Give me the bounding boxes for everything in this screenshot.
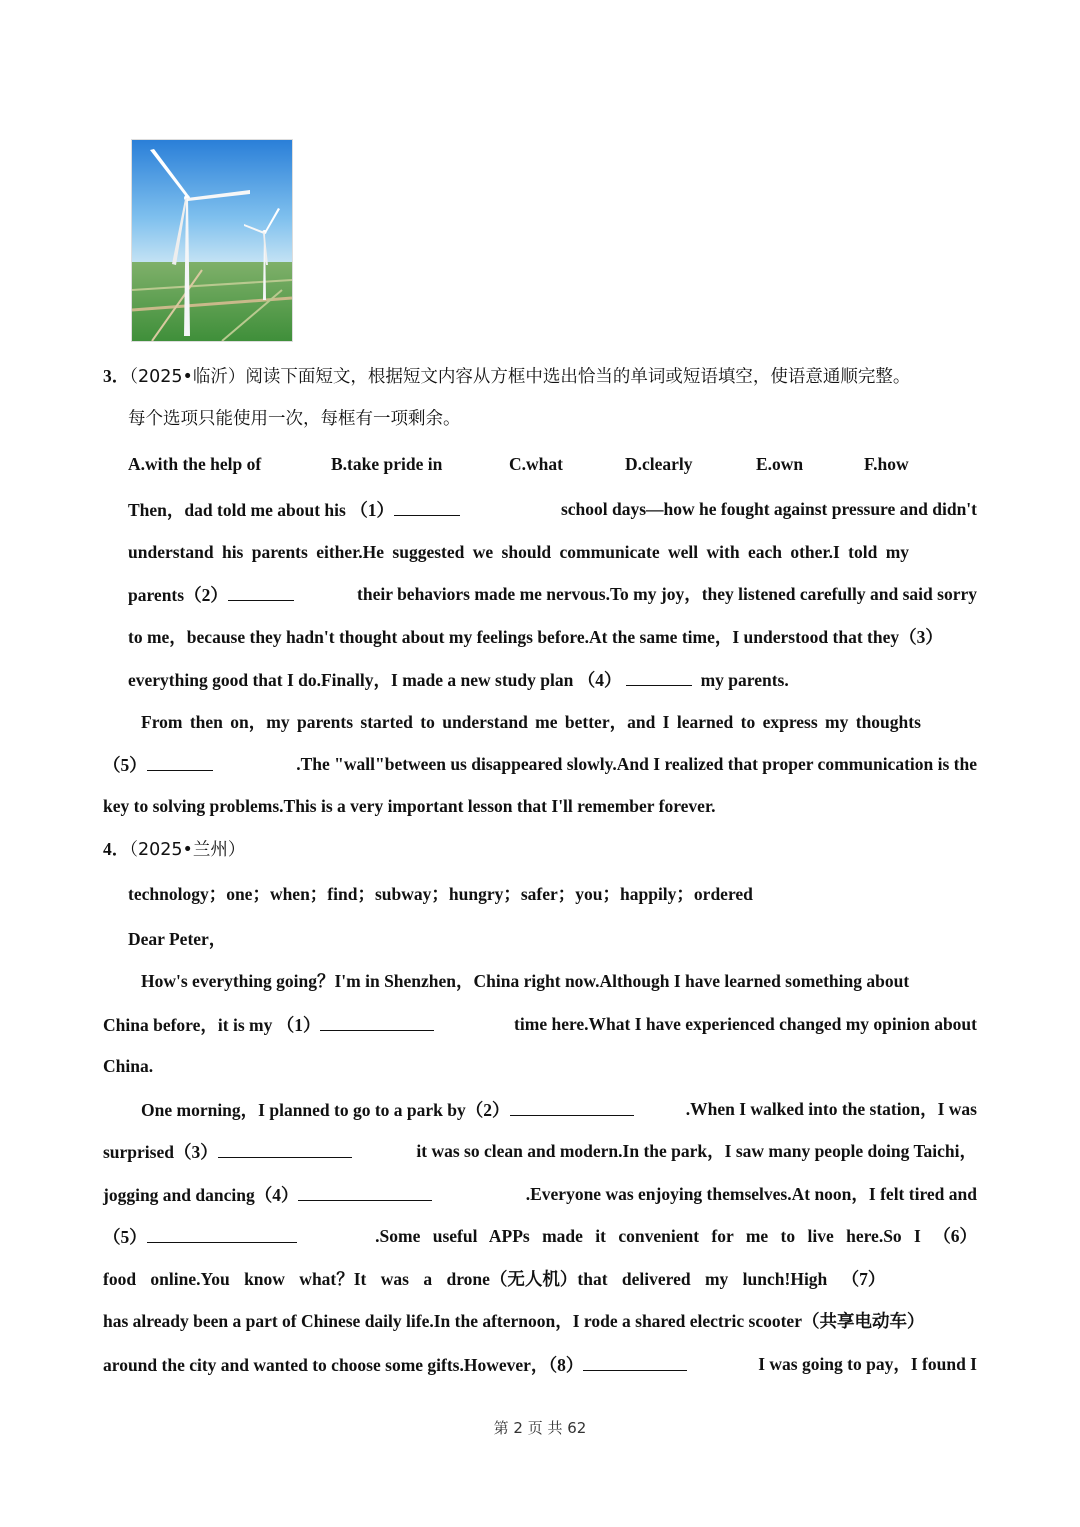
q4-line-2: China before，it is my （1） time here.What I have experienced changed my opinion about — [103, 1014, 977, 1035]
q4-line-4: One morning，I planned to go to a park by（2） .When I walked into the station，I was — [141, 1099, 977, 1120]
q3-line-6: From then on，my parents started to understand me better，and I learned to express my thoughts — [141, 712, 921, 732]
q3-blank-5[interactable] — [147, 752, 213, 771]
wind-turbine-image — [131, 139, 293, 342]
q3-line-3: parents（2） their behaviors made me nervous.To my joy，they listened carefully and said sorry — [128, 584, 977, 605]
q4-blank-3[interactable] — [218, 1139, 352, 1158]
q4-number: 4 — [103, 839, 112, 859]
q3-instruction-1: 阅读下面短文，根据短文内容从方框中选出恰当的单词或短语填空，使语意通顺完整。 — [245, 367, 911, 387]
q3-line-8: key to solving problems.This is a very important lesson that I'll remember forever. — [103, 796, 716, 816]
q3-blank-4[interactable] — [626, 667, 692, 686]
page-footer: 第 2 页 共 62 — [493, 1419, 587, 1437]
q3-option-f: F.how — [864, 454, 909, 474]
q4-blank-5[interactable] — [147, 1224, 297, 1243]
q3-line-5: everything good that I do.Finally，I made a new study plan （4） my parents. — [128, 667, 789, 692]
q3-option-c: C.what — [509, 454, 563, 474]
q4-greeting: Dear Peter， — [128, 929, 227, 949]
q3-line-1: Then，dad told me about his （1） school days—how he fought against pressure and didn't — [128, 499, 977, 520]
q3-option-d: D.clearly — [625, 454, 693, 474]
q3-number: 3 — [103, 366, 112, 386]
q3-blank-2[interactable] — [228, 582, 294, 601]
q4-heading: 4．（2025•兰州） — [103, 839, 246, 860]
q4-blank-8[interactable] — [583, 1352, 687, 1371]
q4-line-1: How's everything going？I'm in Shenzhen，China right now.Although I have learned something about — [141, 971, 910, 991]
q4-line-10: around the city and wanted to choose some gifts.However，（8） I was going to pay，I found I — [103, 1354, 977, 1375]
q3-line-7: （5） .The "wall"between us disappeared slowly.And I realized that proper communication is the — [103, 754, 977, 775]
q4-blank-2[interactable] — [510, 1097, 634, 1116]
q3-blank-1[interactable] — [394, 497, 460, 516]
q4-line-3: China. — [103, 1056, 154, 1076]
q3-source: （2025•临沂） — [129, 367, 246, 387]
q4-blank-1[interactable] — [320, 1012, 434, 1031]
q4-line-8: food online.You know what？It was a drone（无人机）that delivered my lunch!High （7） — [103, 1269, 886, 1289]
q3-instruction-2: 每个选项只能使用一次，每框有一项剩余。 — [128, 409, 461, 429]
q3-line-4: to me，because they hadn't thought about my feelings before.At the same time，I understood that they（3） — [128, 627, 943, 647]
q3-option-b: B.take pride in — [331, 454, 443, 474]
q4-line-5: surprised（3） it was so clean and modern.In the park，I saw many people doing Taichi， — [103, 1141, 977, 1162]
q4-line-9: has already been a part of Chinese daily life.In the afternoon，I rode a shared electric scooter（共享电动车） — [103, 1311, 925, 1331]
q3-option-a: A.with the help of — [128, 454, 262, 474]
q3-option-e: E.own — [756, 454, 804, 474]
q3-line-2: understand his parents either.He suggested we should communicate well with each other.I told my — [128, 542, 910, 562]
q4-line-7: （5） .Some useful APPs made it convenient for me to live here.So I （6） — [103, 1226, 977, 1247]
q3-heading: 3．（2025•临沂）阅读下面短文，根据短文内容从方框中选出恰当的单词或短语填空，使语意通顺完整。 — [103, 366, 911, 387]
q4-blank-4[interactable] — [298, 1182, 432, 1201]
q4-source: （2025•兰州） — [129, 840, 246, 860]
q4-word-bank: technology；one；when；find；subway；hungry；safer；you；happily；ordered — [128, 884, 753, 904]
q4-line-6: jogging and dancing（4） .Everyone was enjoying themselves.At noon，I felt tired and — [103, 1184, 977, 1205]
